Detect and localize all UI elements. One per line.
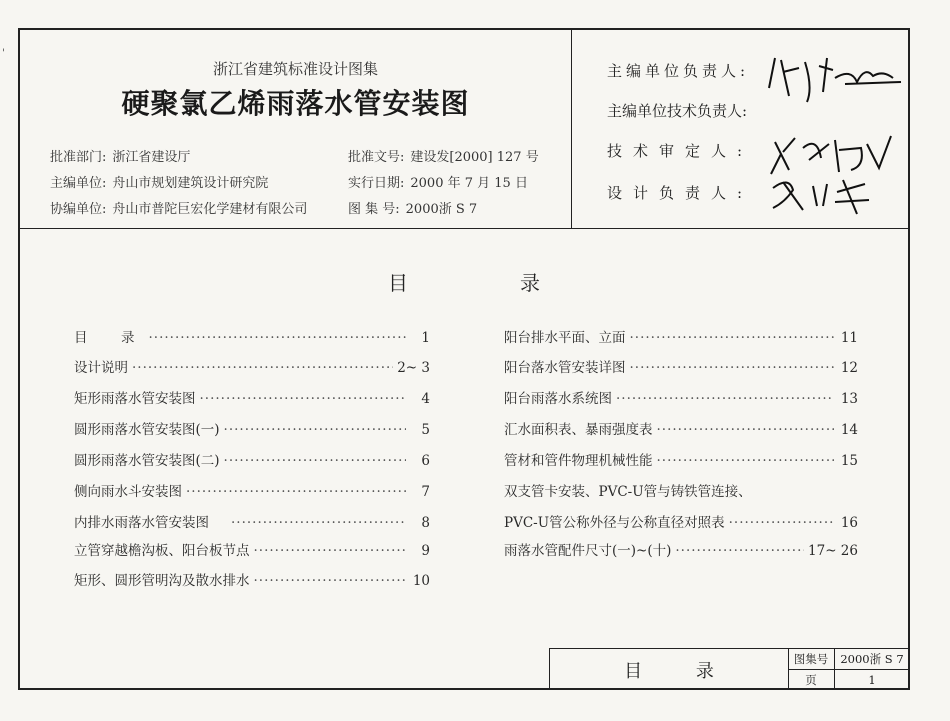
toc-entry-page: 13 bbox=[840, 391, 858, 407]
sig-label-designer: 设计负责人: bbox=[607, 184, 754, 202]
leader-dots bbox=[132, 360, 393, 376]
toc-entry-title: 雨落水管配件尺寸(一)~(十) bbox=[504, 543, 672, 559]
leader-dots bbox=[616, 391, 834, 407]
sig-label-chief-unit: 主编单位负责人: bbox=[607, 62, 750, 80]
toc-entry-title: 侧向雨水斗安装图 bbox=[74, 484, 182, 500]
toc-entry[interactable] bbox=[74, 539, 430, 559]
toc-entry[interactable] bbox=[504, 539, 858, 559]
info-chief-editor bbox=[50, 172, 268, 191]
toc-entry-title: 阳台排水平面、立面 bbox=[504, 330, 626, 346]
sig-label-reviewer: 技术审定人: bbox=[607, 142, 754, 160]
info-value: 舟山市普陀巨宏化学建材有限公司 bbox=[112, 202, 308, 217]
toc-entry-page: 7 bbox=[421, 484, 430, 500]
toc-entry[interactable] bbox=[74, 387, 430, 407]
info-label: 图 集 号: bbox=[348, 202, 400, 217]
toc-entry[interactable] bbox=[74, 356, 430, 376]
toc-heading: 目 录 bbox=[388, 271, 586, 295]
leader-dots bbox=[657, 453, 835, 469]
info-approval-no bbox=[348, 146, 539, 165]
info-label: 批准文号: bbox=[348, 150, 405, 165]
info-approval-dept bbox=[50, 146, 190, 165]
header-block bbox=[20, 30, 908, 229]
toc-entry[interactable] bbox=[504, 418, 858, 438]
leader-dots bbox=[224, 422, 406, 438]
toc-entry-page: 16 bbox=[840, 515, 858, 531]
toc-entry[interactable] bbox=[74, 418, 430, 438]
info-co-editor bbox=[50, 198, 307, 217]
leader-dots bbox=[149, 330, 407, 346]
toc-entry-title: 设计说明 bbox=[74, 360, 128, 376]
toc-entry-title: 矩形雨落水管安装图 bbox=[74, 391, 196, 407]
header-left bbox=[20, 30, 571, 228]
toc-entry-page: 15 bbox=[840, 453, 858, 469]
header-divider bbox=[571, 30, 572, 228]
page-number: 1 bbox=[868, 672, 876, 687]
toc-entry[interactable] bbox=[504, 449, 858, 469]
toc-entry-title: 圆形雨落水管安装图(一) bbox=[74, 422, 220, 438]
atlas-title: 硬聚氯乙烯雨落水管安装图 bbox=[121, 87, 470, 120]
toc-entry-page: 8 bbox=[421, 515, 430, 531]
header-signatures bbox=[573, 30, 908, 228]
toc-entry-title: 内排水雨落水管安装图 bbox=[74, 515, 209, 531]
toc-entry-page: 2~ 3 bbox=[397, 360, 430, 376]
atlas-no-label: 图集号 bbox=[793, 652, 829, 666]
leader-dots bbox=[186, 484, 406, 500]
signature-chief-unit bbox=[761, 48, 911, 108]
info-label: 主编单位: bbox=[50, 176, 107, 191]
toc-entry-page: 10 bbox=[412, 573, 430, 589]
leader-dots bbox=[231, 515, 406, 531]
toc-entry[interactable] bbox=[74, 511, 430, 531]
toc-entry-title: 双支管卡安装、PVC-U管与铸铁管连接、 bbox=[504, 484, 752, 500]
page-label: 页 bbox=[805, 672, 817, 687]
atlas-no-value: 2000浙 S 7 bbox=[840, 652, 904, 666]
info-value: 建设发[2000] 127 号 bbox=[410, 150, 539, 165]
info-value: 浙江省建设厅 bbox=[112, 150, 191, 165]
title-block bbox=[549, 648, 910, 690]
toc-entry-continued[interactable] bbox=[504, 480, 752, 500]
info-label: 批准部门: bbox=[50, 150, 107, 165]
sig-label-tech-chief: 主编单位技术负责人: bbox=[607, 102, 748, 120]
toc-entry-title: 汇水面积表、暴雨强度表 bbox=[504, 422, 653, 438]
toc-entry-title: 阳台雨落水系统图 bbox=[504, 391, 612, 407]
toc-entry[interactable] bbox=[504, 387, 858, 407]
toc-entry-page: 4 bbox=[421, 391, 430, 407]
leader-dots bbox=[675, 543, 804, 559]
toc-entry[interactable] bbox=[74, 449, 430, 469]
toc-entry-page: 17~ 26 bbox=[808, 543, 858, 559]
leader-dots bbox=[224, 453, 406, 469]
leader-dots bbox=[200, 391, 407, 407]
toc-entry-title: 立管穿越檐沟板、阳台板节点 bbox=[74, 543, 250, 559]
info-atlas-no bbox=[348, 198, 477, 217]
toc-entry[interactable] bbox=[74, 326, 430, 346]
toc-entry[interactable] bbox=[504, 511, 858, 531]
info-value: 舟山市规划建筑设计研究院 bbox=[112, 176, 269, 191]
toc-entry-page: 9 bbox=[421, 543, 430, 559]
info-label: 实行日期: bbox=[348, 176, 405, 191]
signature-designer bbox=[765, 170, 885, 218]
toc-entry[interactable] bbox=[504, 356, 858, 376]
series-name: 浙江省建筑标准设计图集 bbox=[212, 60, 378, 78]
drawing-frame bbox=[18, 28, 910, 690]
toc-entry-title: 阳台落水管安装详图 bbox=[504, 360, 626, 376]
title-block-name: 目 录 bbox=[624, 660, 738, 682]
corner-mark: ' bbox=[2, 48, 5, 59]
leader-dots bbox=[630, 330, 835, 346]
toc-entry-page: 11 bbox=[840, 330, 858, 346]
toc-entry-page: 14 bbox=[840, 422, 858, 438]
toc-entry-title: 目 录 bbox=[74, 330, 145, 346]
toc-entry[interactable] bbox=[74, 569, 430, 589]
toc-entry-title: PVC-U管公称外径与公称直径对照表 bbox=[504, 515, 725, 531]
info-value: 2000 年 7 月 15 日 bbox=[410, 176, 528, 191]
toc-entry[interactable] bbox=[74, 480, 430, 500]
leader-dots bbox=[254, 543, 407, 559]
toc-entry-title: 圆形雨落水管安装图(二) bbox=[74, 453, 220, 469]
info-label: 协编单位: bbox=[50, 202, 107, 217]
leader-dots bbox=[254, 573, 407, 589]
leader-dots bbox=[630, 360, 835, 376]
toc-entry[interactable] bbox=[504, 326, 858, 346]
toc-entry-page: 12 bbox=[840, 360, 858, 376]
info-value: 2000浙 S 7 bbox=[405, 202, 478, 217]
toc-entry-title: 矩形、圆形管明沟及散水排水 bbox=[74, 573, 250, 589]
toc-entry-page: 1 bbox=[421, 330, 430, 346]
toc-entry-page: 5 bbox=[421, 422, 430, 438]
toc-entry-title: 管材和管件物理机械性能 bbox=[504, 453, 653, 469]
info-effective-date bbox=[348, 172, 528, 191]
leader-dots bbox=[729, 515, 834, 531]
toc-entry-page: 6 bbox=[421, 453, 430, 469]
leader-dots bbox=[657, 422, 835, 438]
